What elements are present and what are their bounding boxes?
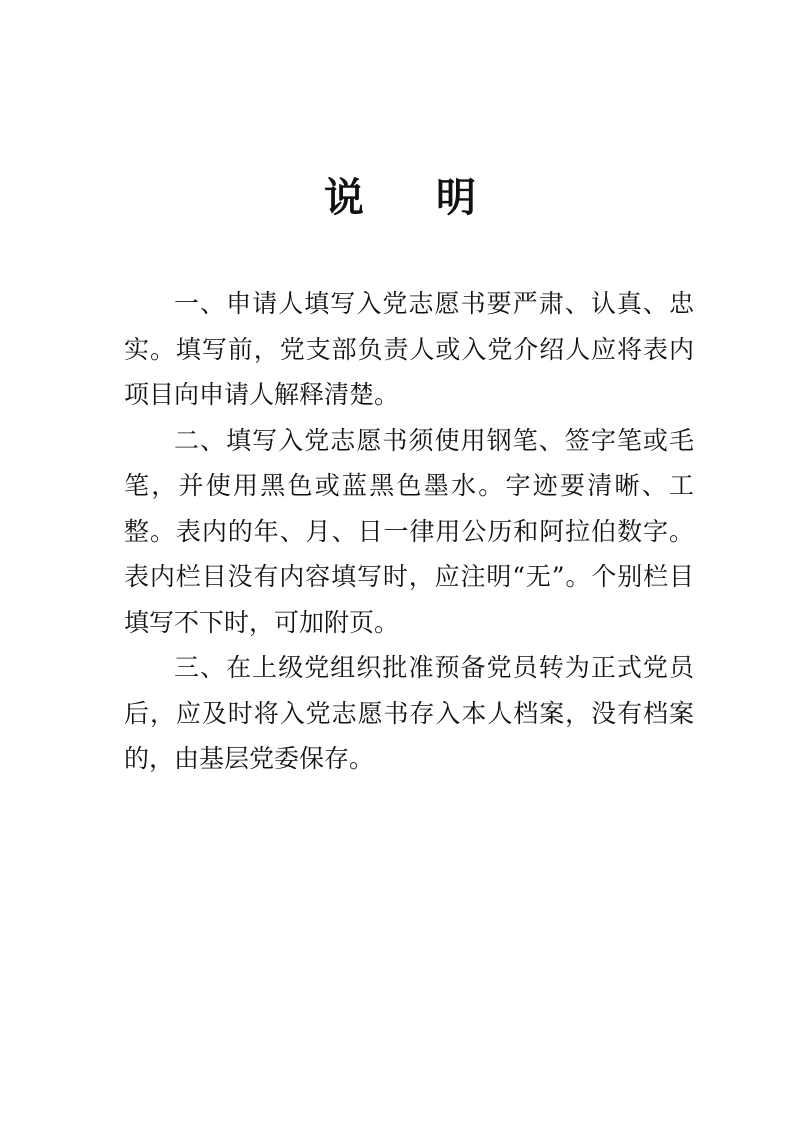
title-char-1: 说 — [324, 174, 364, 221]
instruction-paragraph-3: 三、在上级党组织批准预备党员转为正式党员后，应及时将入党志愿书存入本人档案，没有档案的，由基层党委保存。 — [124, 653, 694, 773]
title-char-2: 明 — [436, 174, 476, 221]
page-title — [0, 170, 800, 226]
instruction-paragraph-2: 二、填写入党志愿书须使用钢笔、签字笔或毛笔，并使用黑色或蓝黑色墨水。字迹要清晰、工整。表内的年、月、日一律用公历和阿拉伯数字。表内栏目没有内容填写时，应注明“无”。个别栏目填写不下时，可加附页。 — [124, 425, 694, 637]
instruction-paragraph-1: 一、申请人填写入党志愿书要严肃、认真、忠实。填写前，党支部负责人或入党介绍人应将表内项目向申请人解释清楚。 — [124, 289, 694, 409]
instructions-body — [124, 281, 694, 782]
